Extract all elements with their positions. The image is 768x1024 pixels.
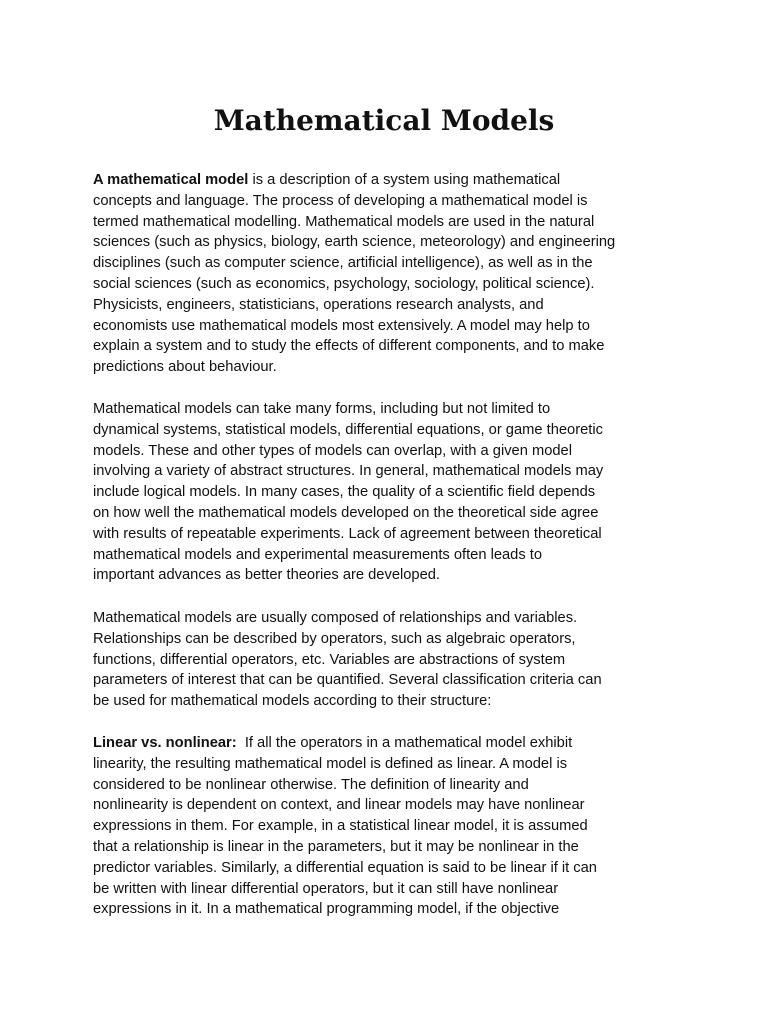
- paragraph-line: be used for mathematical models according to their structure:: [93, 693, 492, 710]
- paragraph-line: with results of repeatable experiments. Lack of agreement between theoretical: [93, 525, 602, 542]
- paragraph-line: predictions about behaviour.: [93, 359, 277, 376]
- paragraph-line: on how well the mathematical models developed on the theoretical side agree: [93, 504, 599, 521]
- paragraph-line: disciplines (such as computer science, artificial intelligence), as well as in the: [93, 255, 593, 272]
- paragraph-line: explain a system and to study the effects of different components, and to make: [93, 338, 605, 355]
- paragraph-line: functions, differential operators, etc. Variables are abstractions of system: [93, 651, 566, 668]
- paragraph-line: expressions in them. For example, in a statistical linear model, it is assumed: [93, 818, 588, 835]
- paragraph-line: include logical models. In many cases, the quality of a scientific field depends: [93, 484, 596, 501]
- paragraph-line: Physicists, engineers, statisticians, operations research analysts, and: [93, 296, 544, 313]
- paragraph-line: termed mathematical modelling. Mathematical models are used in the natural: [93, 213, 595, 230]
- paragraph-linear-nonlinear: [93, 733, 683, 920]
- paragraph-line: nonlinearity is dependent on context, and linear models may have nonlinear: [93, 797, 585, 814]
- paragraph-line: that a relationship is linear in the parameters, but it may be nonlinear in the: [93, 838, 579, 855]
- paragraph-line: considered to be nonlinear otherwise. The definition of linearity and: [93, 776, 529, 793]
- paragraph-forms: [93, 399, 683, 586]
- paragraph-intro: [93, 170, 683, 378]
- paragraph-line: predictor variables. Similarly, a differential equation is said to be linear if it can: [93, 859, 597, 876]
- paragraph-line: Linear vs. nonlinear: If all the operators in a mathematical model exhibit: [93, 735, 573, 751]
- lead-term: Linear vs. nonlinear:: [93, 735, 237, 751]
- paragraph-line: sciences (such as physics, biology, earth science, meteorology) and engineering: [93, 234, 616, 251]
- paragraph-line: be written with linear differential operators, but it can still have nonlinear: [93, 880, 559, 897]
- paragraph-line: social sciences (such as economics, psychology, sociology, political science).: [93, 275, 595, 292]
- paragraph-line: important advances as better theories are developed.: [93, 567, 440, 584]
- paragraph-line: Mathematical models can take many forms, including but not limited to: [93, 401, 551, 417]
- paragraph-line: involving a variety of abstract structures. In general, mathematical models may: [93, 463, 604, 480]
- paragraph-line: Relationships can be described by operators, such as algebraic operators,: [93, 630, 576, 647]
- paragraph-line: linearity, the resulting mathematical model is defined as linear. A model is: [93, 755, 568, 772]
- paragraph-line: Mathematical models are usually composed of relationships and variables.: [93, 610, 578, 626]
- page-title: Mathematical Models: [213, 104, 555, 137]
- paragraph-line: concepts and language. The process of developing a mathematical model is: [93, 192, 588, 209]
- paragraph-line: expressions in it. In a mathematical programming model, if the objective: [93, 901, 560, 918]
- paragraph-line: parameters of interest that can be quantified. Several classification criteria can: [93, 672, 602, 689]
- paragraph-line: models. These and other types of models can overlap, with a given model: [93, 442, 572, 459]
- paragraph-line: mathematical models and experimental measurements often leads to: [93, 546, 543, 563]
- paragraph-line: economists use mathematical models most extensively. A model may help to: [93, 317, 590, 334]
- paragraph-composition: [93, 608, 683, 712]
- paragraph-line: dynamical systems, statistical models, differential equations, or game theoretic: [93, 421, 603, 438]
- paragraph-line: A mathematical model is a description of a system using mathematical: [93, 172, 561, 188]
- lead-term: A mathematical model: [93, 172, 249, 188]
